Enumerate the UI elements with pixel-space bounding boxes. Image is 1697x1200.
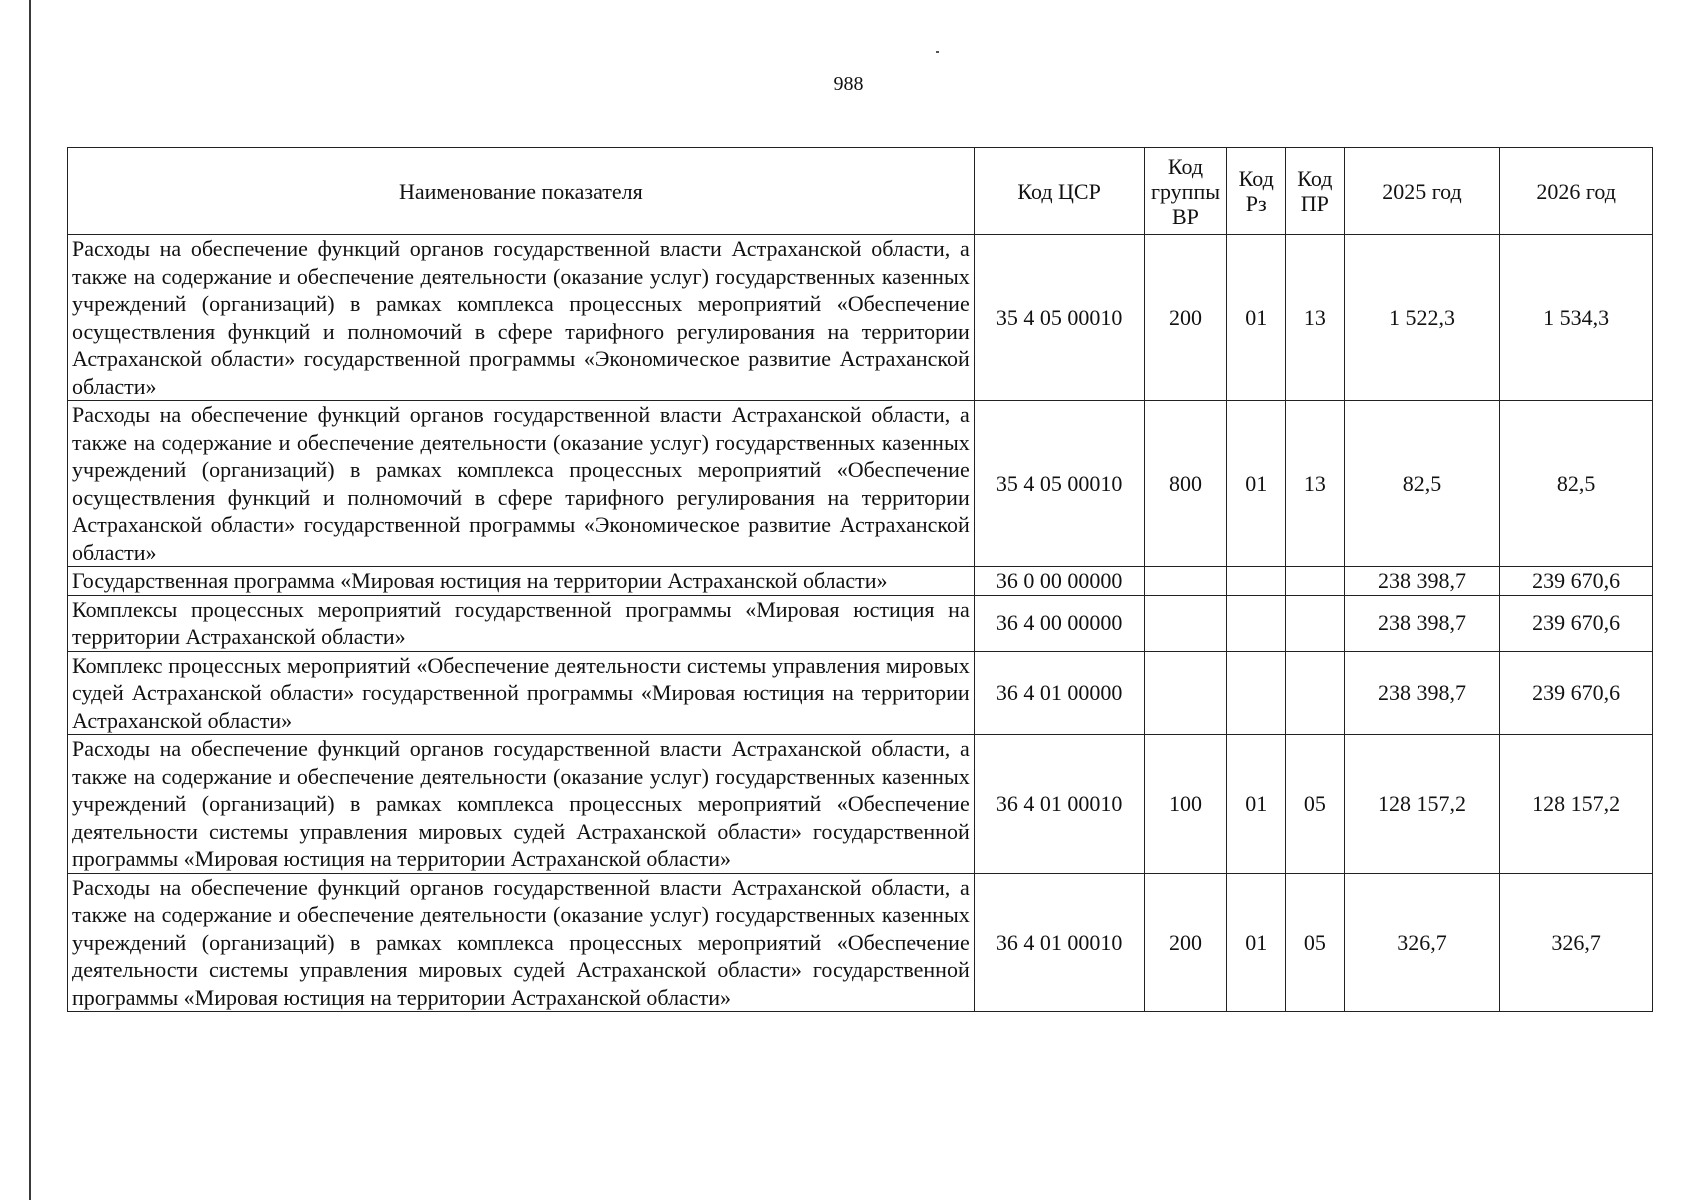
header-2026: 2026 год [1500,148,1653,235]
row-vr: 100 [1144,735,1227,874]
row-name: Комплекс процессных мероприятий «Обеспечение деятельности системы управления мировых судей Астраханской области» государственной программы «Мировая юстиция на территории Астраханской области» [68,651,975,735]
row-vr [1144,651,1227,735]
row-csr: 36 0 00 00000 [974,567,1144,596]
row-2025: 82,5 [1344,401,1500,567]
scan-speck [936,51,939,53]
row-2025: 326,7 [1344,873,1500,1012]
row-name: Расходы на обеспечение функций органов государственной власти Астраханской области, а также на содержание и обеспечение деятельности (оказание услуг) государственных казенных учреждений (организаций) в рамках комплекса процессных мероприятий «Обеспечение осуществления функций и полномочий в сфере тарифного регулирования на территории Астраханской области» государственной программы «Экономическое развитие Астраханской области» [68,401,975,567]
row-csr: 36 4 01 00010 [974,735,1144,874]
header-name: Наименование показателя [68,148,975,235]
row-rz: 01 [1227,235,1286,401]
header-2025: 2025 год [1344,148,1500,235]
row-2025: 1 522,3 [1344,235,1500,401]
row-vr: 200 [1144,235,1227,401]
row-pr: 13 [1286,401,1345,567]
row-vr: 800 [1144,401,1227,567]
row-name: Расходы на обеспечение функций органов государственной власти Астраханской области, а также на содержание и обеспечение деятельности (оказание услуг) государственных казенных учреждений (организаций) в рамках комплекса процессных мероприятий «Обеспечение осуществления функций и полномочий в сфере тарифного регулирования на территории Астраханской области» государственной программы «Экономическое развитие Астраханской области» [68,235,975,401]
row-pr [1286,651,1345,735]
row-pr [1286,567,1345,596]
row-rz: 01 [1227,401,1286,567]
row-csr: 35 4 05 00010 [974,235,1144,401]
row-name: Государственная программа «Мировая юстиция на территории Астраханской области» [68,567,975,596]
table-row [68,873,1653,1012]
row-rz [1227,595,1286,651]
row-vr [1144,567,1227,596]
row-name: Комплексы процессных мероприятий государственной программы «Мировая юстиция на территории Астраханской области» [68,595,975,651]
row-name: Расходы на обеспечение функций органов государственной власти Астраханской области, а также на содержание и обеспечение деятельности (оказание услуг) государственных казенных учреждений (организаций) в рамках комплекса процессных мероприятий «Обеспечение деятельности системы управления мировых судей Астраханской области» государственной программы «Мировая юстиция на территории Астраханской области» [68,735,975,874]
row-csr: 35 4 05 00010 [974,401,1144,567]
header-pr: Код ПР [1286,148,1345,235]
table-row [68,595,1653,651]
row-csr: 36 4 00 00000 [974,595,1144,651]
row-csr: 36 4 01 00000 [974,651,1144,735]
row-2026: 239 670,6 [1500,595,1653,651]
row-2026: 82,5 [1500,401,1653,567]
row-rz: 01 [1227,735,1286,874]
row-pr [1286,595,1345,651]
row-2025: 238 398,7 [1344,567,1500,596]
row-pr: 13 [1286,235,1345,401]
row-rz [1227,567,1286,596]
table-row [68,567,1653,596]
budget-table [67,147,1653,1012]
row-rz [1227,651,1286,735]
row-2025: 128 157,2 [1344,735,1500,874]
table-row [68,401,1653,567]
row-2026: 239 670,6 [1500,567,1653,596]
row-2026: 128 157,2 [1500,735,1653,874]
binding-margin-line [29,0,31,1200]
row-2026: 239 670,6 [1500,651,1653,735]
table-row [68,735,1653,874]
header-csr: Код ЦСР [974,148,1144,235]
header-vr: Код группы ВР [1144,148,1227,235]
row-2025: 238 398,7 [1344,595,1500,651]
row-2025: 238 398,7 [1344,651,1500,735]
row-2026: 326,7 [1500,873,1653,1012]
table-row [68,651,1653,735]
row-csr: 36 4 01 00010 [974,873,1144,1012]
row-pr: 05 [1286,873,1345,1012]
row-2026: 1 534,3 [1500,235,1653,401]
header-rz: Код Рз [1227,148,1286,235]
row-rz: 01 [1227,873,1286,1012]
page-number: 988 [833,73,864,95]
table-header-row [68,148,1653,235]
row-vr: 200 [1144,873,1227,1012]
row-vr [1144,595,1227,651]
row-name: Расходы на обеспечение функций органов государственной власти Астраханской области, а также на содержание и обеспечение деятельности (оказание услуг) государственных казенных учреждений (организаций) в рамках комплекса процессных мероприятий «Обеспечение деятельности системы управления мировых судей Астраханской области» государственной программы «Мировая юстиция на территории Астраханской области» [68,873,975,1012]
table-row [68,235,1653,401]
row-pr: 05 [1286,735,1345,874]
